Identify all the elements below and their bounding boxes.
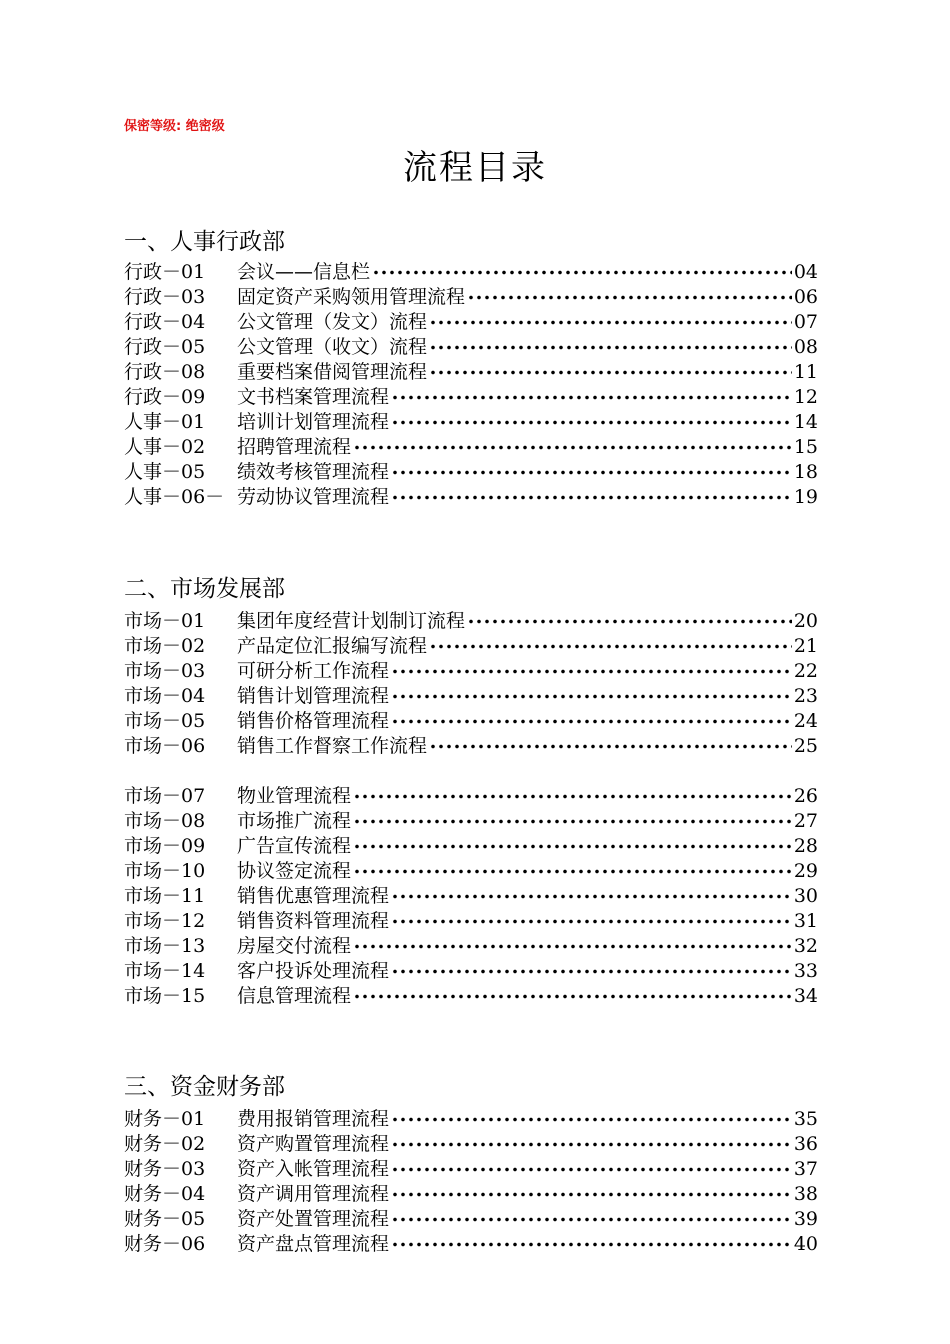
dot-leader <box>467 285 792 310</box>
dot-leader <box>391 410 792 435</box>
entry-page: 06 <box>793 286 818 308</box>
dot-leader <box>391 1157 792 1182</box>
toc-entry[interactable] <box>124 609 818 634</box>
entry-page: 40 <box>793 1233 818 1255</box>
entry-code: 市场－07 <box>124 785 206 807</box>
dot-leader <box>391 884 792 909</box>
entry-code: 人事－02 <box>124 436 206 458</box>
entry-page: 28 <box>793 835 818 857</box>
toc-entry[interactable] <box>124 385 818 410</box>
toc-entry[interactable] <box>124 859 818 884</box>
entry-name: 费用报销管理流程 <box>237 1108 390 1130</box>
entry-code: 市场－14 <box>124 960 206 982</box>
toc-entry[interactable] <box>124 659 818 684</box>
entry-name: 劳动协议管理流程 <box>237 486 390 508</box>
entry-page: 39 <box>793 1208 818 1230</box>
toc-entry[interactable] <box>124 884 818 909</box>
entry-name: 信息管理流程 <box>237 985 352 1007</box>
entry-page: 14 <box>793 411 818 433</box>
entry-name: 培训计划管理流程 <box>237 411 390 433</box>
dot-leader <box>391 385 792 410</box>
entry-name: 会议——信息栏 <box>237 261 371 283</box>
entry-name: 资产入帐管理流程 <box>237 1158 390 1180</box>
dot-leader <box>391 1207 792 1232</box>
entry-code: 行政－01 <box>124 261 206 283</box>
toc-entry[interactable] <box>124 1207 818 1232</box>
toc-entry[interactable] <box>124 1157 818 1182</box>
toc-entry[interactable] <box>124 909 818 934</box>
entry-name: 资产调用管理流程 <box>237 1183 390 1205</box>
dot-leader <box>429 634 792 659</box>
entry-code: 市场－13 <box>124 935 206 957</box>
entry-name: 销售价格管理流程 <box>237 710 390 732</box>
classification-label: 保密等级: 绝密级 <box>124 119 225 134</box>
entry-name: 销售优惠管理流程 <box>237 885 390 907</box>
entry-page: 26 <box>793 785 818 807</box>
entry-page: 38 <box>793 1183 818 1205</box>
entry-page: 18 <box>793 461 818 483</box>
entry-page: 21 <box>793 635 818 657</box>
toc-entry[interactable] <box>124 410 818 435</box>
entry-name: 销售工作督察工作流程 <box>237 735 428 757</box>
entry-code: 财务－01 <box>124 1108 206 1130</box>
dot-leader <box>429 734 792 759</box>
entry-name: 销售资料管理流程 <box>237 910 390 932</box>
entry-name: 招聘管理流程 <box>237 436 352 458</box>
entry-page: 34 <box>793 985 818 1007</box>
entry-name: 协议签定流程 <box>237 860 352 882</box>
toc-entry[interactable] <box>124 460 818 485</box>
dot-leader <box>391 959 792 984</box>
dot-leader <box>391 1182 792 1207</box>
dot-leader <box>429 360 792 385</box>
toc-entry[interactable] <box>124 834 818 859</box>
entry-name: 市场推广流程 <box>237 810 352 832</box>
entry-code: 市场－08 <box>124 810 206 832</box>
entry-name: 资产购置管理流程 <box>237 1133 390 1155</box>
dot-leader <box>391 1232 792 1257</box>
entry-code: 行政－03 <box>124 286 206 308</box>
entry-name: 资产盘点管理流程 <box>237 1233 390 1255</box>
entry-page: 30 <box>793 885 818 907</box>
toc-entry[interactable] <box>124 1232 818 1257</box>
dot-leader <box>353 834 792 859</box>
entry-page: 33 <box>793 960 818 982</box>
dot-leader <box>353 809 792 834</box>
entry-code: 市场－11 <box>124 885 206 907</box>
entry-page: 11 <box>793 361 818 383</box>
entry-page: 23 <box>793 685 818 707</box>
toc-entry[interactable] <box>124 485 818 510</box>
dot-leader <box>391 485 792 510</box>
entry-name: 产品定位汇报编写流程 <box>237 635 428 657</box>
toc-entry[interactable] <box>124 1132 818 1157</box>
toc-entry[interactable] <box>124 1107 818 1132</box>
dot-leader <box>353 859 792 884</box>
dot-leader <box>429 335 792 360</box>
entry-page: 12 <box>793 386 818 408</box>
entry-name: 资产处置管理流程 <box>237 1208 390 1230</box>
entry-name: 公文管理（收文）流程 <box>237 336 428 358</box>
entry-code: 行政－08 <box>124 361 206 383</box>
entry-code: 行政－09 <box>124 386 206 408</box>
entry-code: 市场－05 <box>124 710 206 732</box>
dot-leader <box>429 310 792 335</box>
entry-name: 可研分析工作流程 <box>237 660 390 682</box>
entry-code: 人事－05 <box>124 461 206 483</box>
entry-name: 绩效考核管理流程 <box>237 461 390 483</box>
toc-entry[interactable] <box>124 634 818 659</box>
dot-leader <box>391 659 792 684</box>
entry-name: 文书档案管理流程 <box>237 386 390 408</box>
entry-page: 25 <box>793 735 818 757</box>
toc-entry[interactable] <box>124 1182 818 1207</box>
entry-code: 市场－06 <box>124 735 206 757</box>
entry-page: 37 <box>793 1158 818 1180</box>
toc-entry[interactable] <box>124 360 818 385</box>
dot-leader <box>353 984 792 1009</box>
dot-leader <box>467 609 792 634</box>
toc-entry[interactable] <box>124 809 818 834</box>
entry-page: 27 <box>793 810 818 832</box>
entry-code: 市场－10 <box>124 860 206 882</box>
entry-code: 行政－05 <box>124 336 206 358</box>
entry-page: 36 <box>793 1133 818 1155</box>
dot-leader <box>391 909 792 934</box>
entry-code: 人事－06－ <box>124 486 225 508</box>
toc-entry[interactable] <box>124 285 818 310</box>
dot-leader <box>391 709 792 734</box>
toc-entry[interactable] <box>124 934 818 959</box>
dot-leader <box>391 1132 792 1157</box>
dot-leader <box>391 1107 792 1132</box>
entry-code: 市场－01 <box>124 610 206 632</box>
section-heading-hr-admin: 一、人事行政部 <box>124 229 285 255</box>
entry-name: 固定资产采购领用管理流程 <box>237 286 466 308</box>
entry-code: 财务－03 <box>124 1158 206 1180</box>
entry-code: 市场－12 <box>124 910 206 932</box>
dot-leader <box>372 260 792 285</box>
entry-page: 31 <box>793 910 818 932</box>
toc-entry[interactable] <box>124 260 818 285</box>
toc-entry[interactable] <box>124 684 818 709</box>
dot-leader <box>391 460 792 485</box>
entry-code: 市场－04 <box>124 685 206 707</box>
entry-page: 22 <box>793 660 818 682</box>
entry-name: 销售计划管理流程 <box>237 685 390 707</box>
section-heading-finance: 三、资金财务部 <box>124 1074 285 1100</box>
entry-code: 财务－02 <box>124 1133 206 1155</box>
toc-entry[interactable] <box>124 734 818 759</box>
toc-entry[interactable] <box>124 984 818 1009</box>
toc-entry[interactable] <box>124 310 818 335</box>
entry-page: 24 <box>793 710 818 732</box>
entry-name: 重要档案借阅管理流程 <box>237 361 428 383</box>
entry-code: 人事－01 <box>124 411 206 433</box>
entry-page: 04 <box>793 261 818 283</box>
section-heading-marketing: 二、市场发展部 <box>124 576 285 602</box>
toc-entry[interactable] <box>124 435 818 460</box>
toc-entry[interactable] <box>124 709 818 734</box>
entry-code: 财务－06 <box>124 1233 206 1255</box>
entry-page: 32 <box>793 935 818 957</box>
entry-page: 29 <box>793 860 818 882</box>
entry-name: 客户投诉处理流程 <box>237 960 390 982</box>
entry-page: 35 <box>793 1108 818 1130</box>
dot-leader <box>353 435 792 460</box>
entry-page: 07 <box>793 311 818 333</box>
entry-page: 15 <box>793 436 818 458</box>
entry-code: 财务－04 <box>124 1183 206 1205</box>
toc-entry[interactable] <box>124 959 818 984</box>
dot-leader <box>391 684 792 709</box>
toc-entry[interactable] <box>124 784 818 809</box>
entry-code: 市场－15 <box>124 985 206 1007</box>
entry-name: 公文管理（发文）流程 <box>237 311 428 333</box>
entry-name: 物业管理流程 <box>237 785 352 807</box>
entry-code: 财务－05 <box>124 1208 206 1230</box>
entry-name: 集团年度经营计划制订流程 <box>237 610 466 632</box>
entry-page: 19 <box>793 486 818 508</box>
toc-entry[interactable] <box>124 335 818 360</box>
entry-code: 市场－03 <box>124 660 206 682</box>
entry-code: 行政－04 <box>124 311 206 333</box>
page-title: 流程目录 <box>403 148 547 188</box>
entry-name: 广告宣传流程 <box>237 835 352 857</box>
dot-leader <box>353 784 792 809</box>
dot-leader <box>353 934 792 959</box>
entry-page: 20 <box>793 610 818 632</box>
entry-name: 房屋交付流程 <box>237 935 352 957</box>
entry-page: 08 <box>793 336 818 358</box>
entry-code: 市场－09 <box>124 835 206 857</box>
entry-code: 市场－02 <box>124 635 206 657</box>
